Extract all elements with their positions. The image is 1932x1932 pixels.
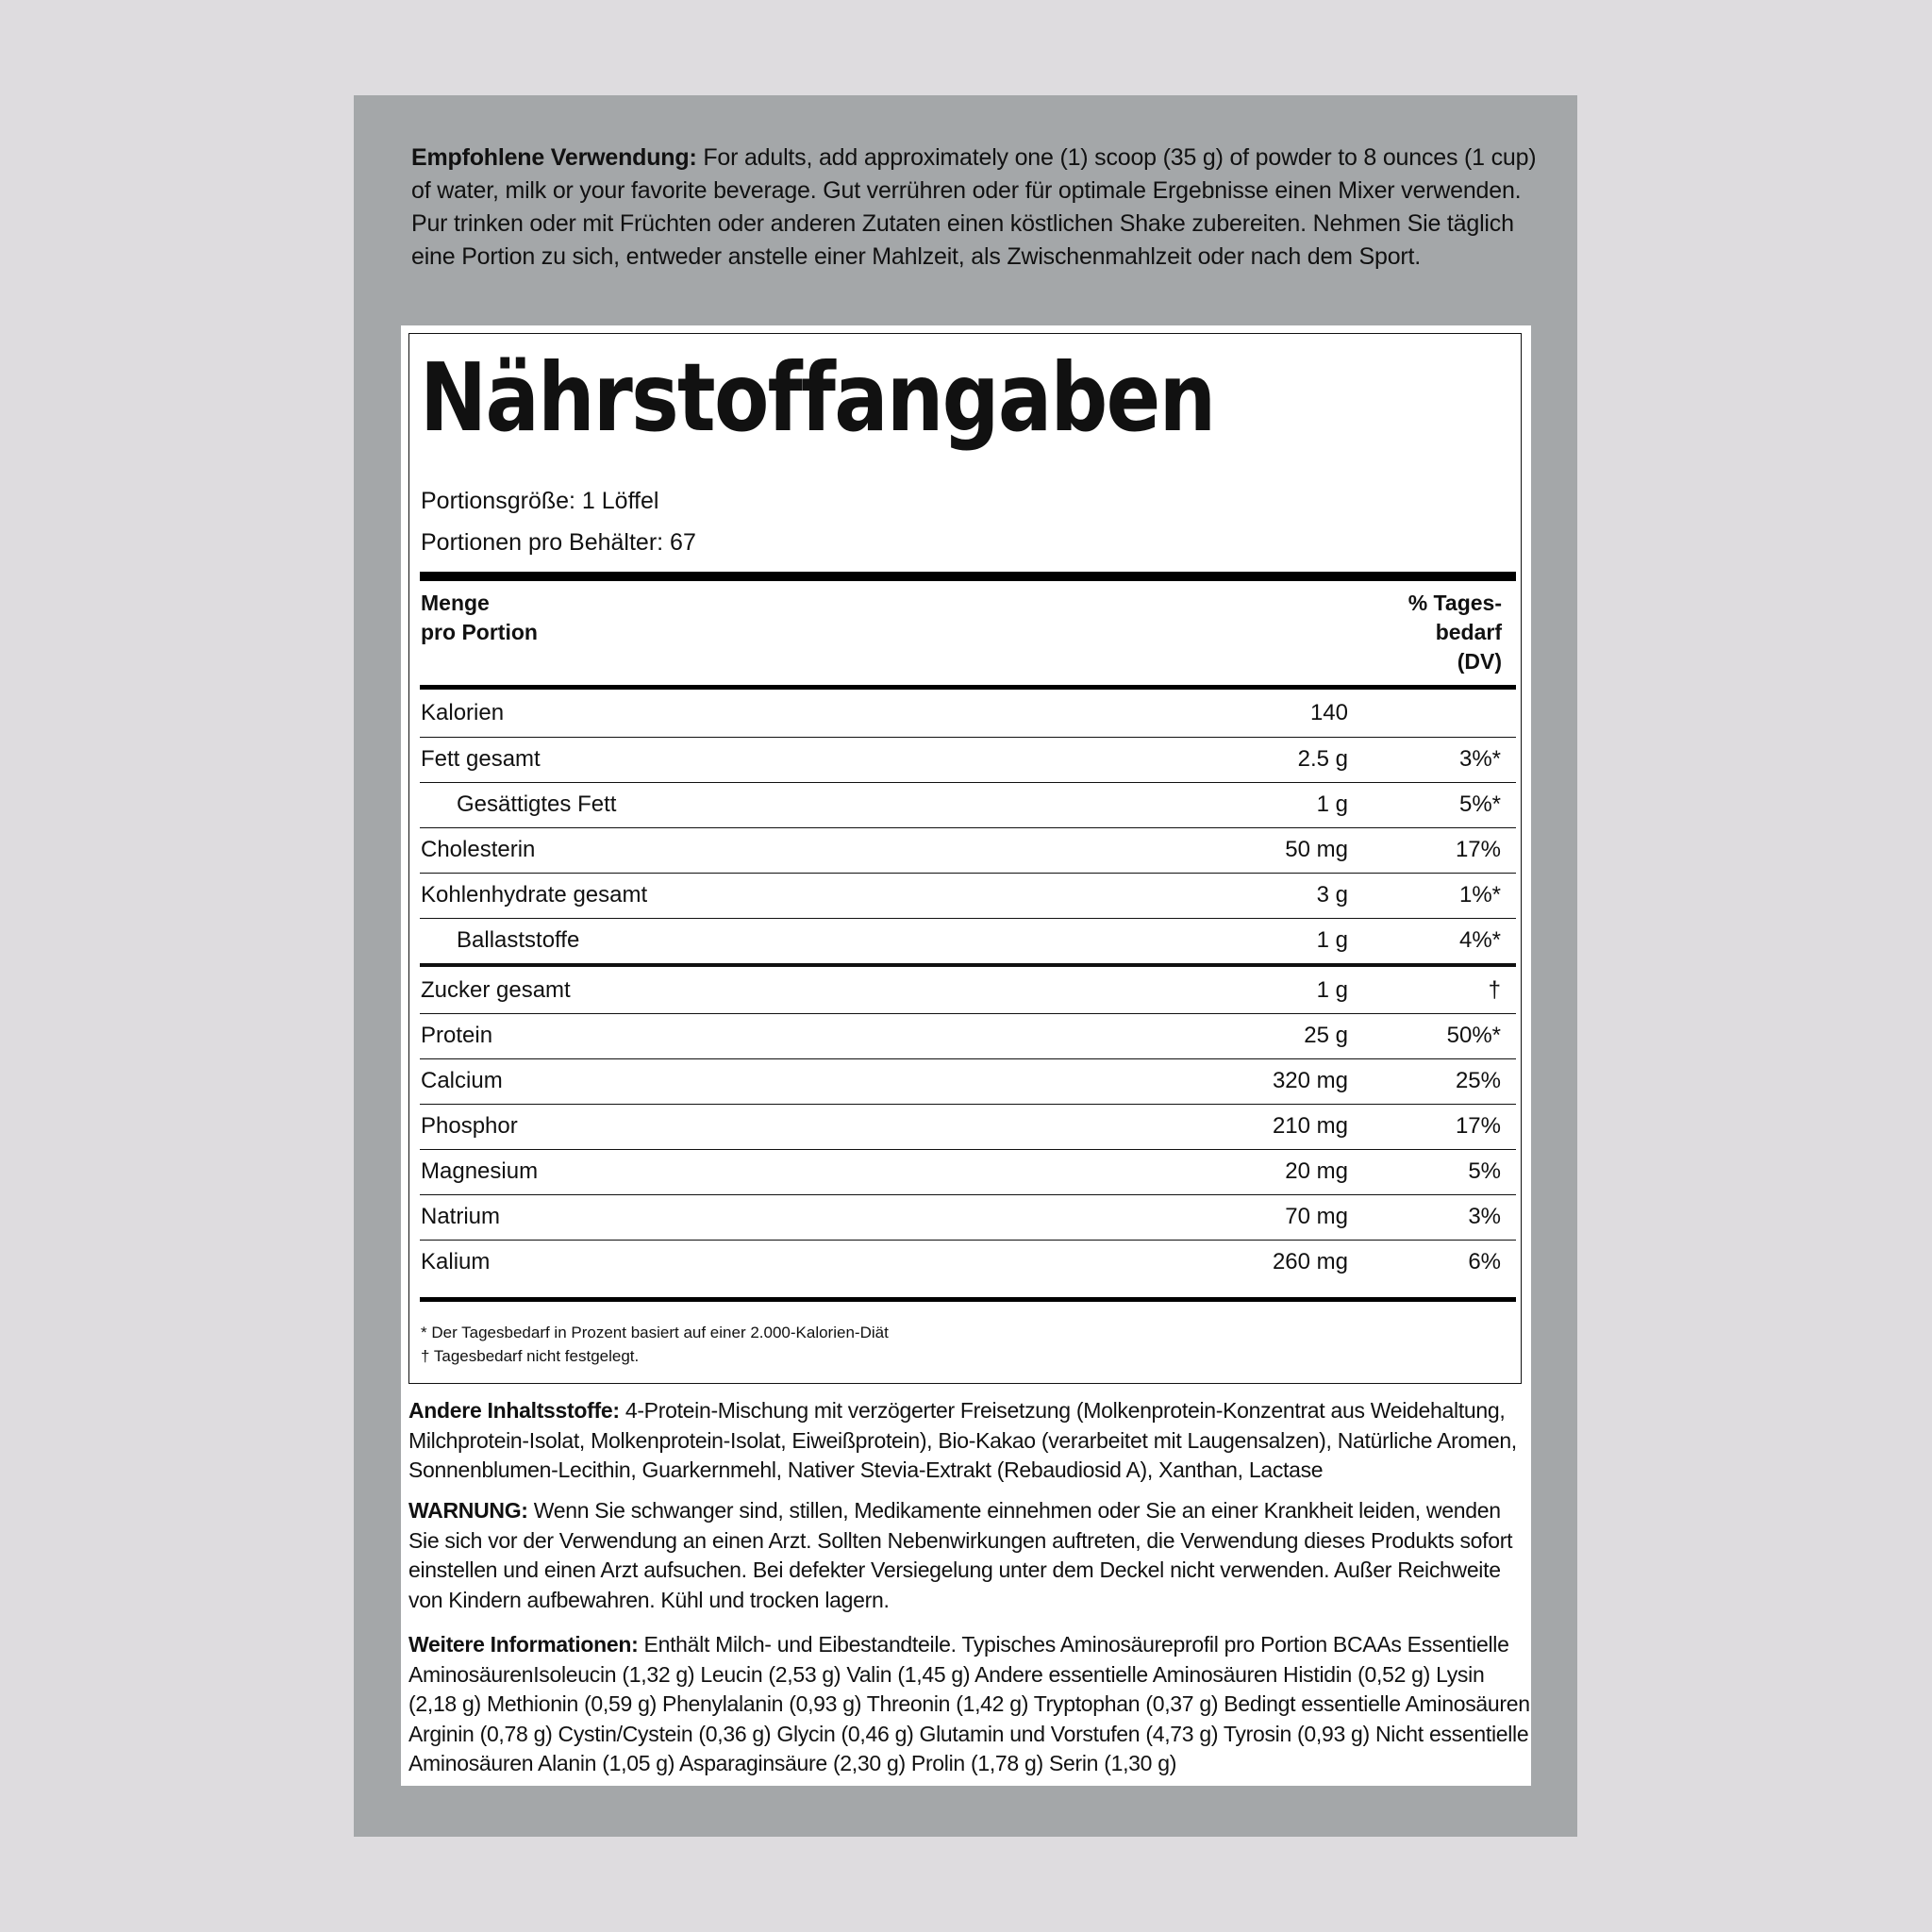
- label-card: [401, 325, 1531, 1786]
- more-information-text: Enthält Milch- und Eibestandteile. Typisches Aminosäureprofil pro Portion BCAAs Essentielle AminosäurenIsoleucin (1,32 g) Leucin (2,53 g) Valin (1,45 g) Andere essentielle Aminosäuren Histidin (0,52 g) Lysin (2,18 g) Methionin (0,59 g) Phenylalanin (0,93 g) Threonin (1,42 g) Tryptophan (0,37 g) Bedingt essentielle Aminosäuren Arginin (0,78 g) Cystin/Cystein (0,36 g) Glycin (0,46 g) Glutamin und Vorstufen (4,73 g) Tyrosin (0,93 g) Nicht essentielle Aminosäuren Alanin (1,05 g) Asparaginsäure (2,30 g) Prolin (1,78 g) Serin (1,30 g): [408, 1632, 1530, 1775]
- top-divider: [420, 572, 1516, 581]
- table-row: [420, 873, 1516, 918]
- footnote-dv: * Der Tagesbedarf in Prozent basiert auf einer 2.000-Kalorien-Diät: [421, 1324, 889, 1341]
- footnote-dagger: † Tagesbedarf nicht festgelegt.: [421, 1347, 640, 1365]
- nutrient-name: Magnesium: [421, 1158, 539, 1184]
- table-row: [420, 1058, 1516, 1104]
- facts-title: Nährstoffangaben: [420, 342, 1215, 453]
- nutrient-dv: 5%: [1468, 1158, 1501, 1184]
- nutrient-amount: 3 g: [1316, 882, 1348, 908]
- daily-value-header: [1408, 589, 1502, 676]
- warning-text: Wenn Sie schwanger sind, stillen, Medikamente einnehmen oder Sie an einer Krankheit leiden, wenden Sie sich vor der Verwendung an einen Arzt. Sollten Nebenwirkungen auftreten, die Verwendung dieses Produkts sofort einstellen und einen Arzt aufsuchen. Bei defekter Versiegelung unter dem Deckel nicht verwenden. Außer Reichweite von Kindern aufbewahren. Kühl und trocken lagern.: [408, 1498, 1513, 1612]
- usage-text: For adults, add approximately one (1) scoop (35 g) of powder to 8 ounces (1 cup) of water, milk or your favorite beverage. Gut verrühren oder für optimale Ergebnisse einen Mixer verwenden. Pur trinken oder mit Früchten oder anderen Zutaten einen köstlichen Shake zubereiten. Nehmen Sie täglich eine Portion zu sich, entweder anstelle einer Mahlzeit, als Zwischenmahlzeit oder nach dem Sport.: [411, 144, 1537, 270]
- footnotes: [421, 1321, 889, 1368]
- nutrient-amount: 70 mg: [1285, 1204, 1348, 1229]
- table-row: [420, 1104, 1516, 1149]
- nutrient-dv: 3%*: [1458, 746, 1501, 772]
- usage-section: [411, 142, 1543, 274]
- other-ingredients-text: 4-Protein-Mischung mit verzögerter Freisetzung (Molkenprotein-Konzentrat aus Weidehaltung, Milchprotein-Isolat, Molkenprotein-Isolat, Eiweißprotein), Bio-Kakao (verarbeitet mit Laugensalzen), Natürliche Aromen, Sonnenblumen-Lecithin, Guarkernmehl, Nativer Stevia-Extrakt (Rebaudiosid A), Xanthan, Lactase: [408, 1398, 1517, 1482]
- nutrient-name: Ballaststoffe: [457, 927, 580, 953]
- nutrient-amount: 1 g: [1316, 791, 1348, 817]
- nutrient-dv: 50%*: [1446, 1023, 1501, 1048]
- nutrient-amount: 25 g: [1304, 1023, 1348, 1048]
- nutrient-amount: 1 g: [1316, 977, 1348, 1003]
- nutrition-facts-box: [408, 333, 1522, 1384]
- warning-label: WARNUNG:: [408, 1498, 528, 1523]
- nutrient-amount: 50 mg: [1285, 837, 1348, 862]
- warning: [408, 1496, 1531, 1615]
- nutrient-dv: 3%: [1468, 1204, 1501, 1229]
- amount-header-line-2: pro Portion: [421, 620, 538, 644]
- dv-header-line-3: (DV): [1457, 649, 1502, 674]
- nutrient-dv: 5%*: [1458, 791, 1501, 817]
- nutrient-name: Kohlenhydrate gesamt: [421, 882, 648, 908]
- table-row: [420, 1194, 1516, 1240]
- amount-header-line-1: Menge: [421, 591, 490, 615]
- nutrient-name: Kalium: [421, 1249, 491, 1274]
- nutrient-table: [420, 691, 1516, 1285]
- nutrient-dv: 17%: [1455, 837, 1501, 862]
- nutrient-name: Cholesterin: [421, 837, 536, 862]
- nutrient-amount: 260 mg: [1272, 1249, 1348, 1274]
- nutrient-amount: 1 g: [1316, 927, 1348, 953]
- table-row: [420, 1240, 1516, 1285]
- more-information-label: Weitere Informationen:: [408, 1632, 639, 1657]
- nutrient-dv: 1%*: [1458, 882, 1501, 908]
- serving-size: Portionsgröße: 1 Löffel: [421, 488, 659, 514]
- nutrient-name: Natrium: [421, 1204, 501, 1229]
- table-row: [420, 918, 1516, 963]
- table-row: [420, 1013, 1516, 1058]
- nutrient-amount: 210 mg: [1272, 1113, 1348, 1139]
- nutrient-amount: 2.5 g: [1297, 746, 1348, 772]
- table-row: [420, 691, 1516, 737]
- nutrient-amount: 20 mg: [1285, 1158, 1348, 1184]
- nutrient-dv: 17%: [1455, 1113, 1501, 1139]
- header-divider: [420, 685, 1516, 690]
- table-row: [420, 827, 1516, 873]
- nutrient-name: Calcium: [421, 1068, 503, 1093]
- table-row: [420, 737, 1516, 782]
- amount-header: [421, 589, 538, 647]
- nutrient-name: Protein: [421, 1023, 493, 1048]
- bottom-divider: [420, 1297, 1516, 1302]
- other-ingredients: [408, 1396, 1531, 1486]
- table-row: [420, 782, 1516, 827]
- dv-header-line-1: % Tages-: [1407, 591, 1502, 615]
- nutrient-name: Zucker gesamt: [421, 977, 571, 1003]
- nutrient-dv: 25%: [1455, 1068, 1501, 1093]
- nutrient-name: Fett gesamt: [421, 746, 541, 772]
- nutrient-dv: 4%*: [1458, 927, 1501, 953]
- servings-per-container: Portionen pro Behälter: 67: [421, 529, 696, 556]
- table-row: [420, 963, 1516, 1013]
- nutrient-name: Phosphor: [421, 1113, 518, 1139]
- table-row: [420, 1149, 1516, 1194]
- nutrient-name: Gesättigtes Fett: [457, 791, 617, 817]
- other-ingredients-label: Andere Inhaltsstoffe:: [408, 1398, 620, 1423]
- more-information: [408, 1630, 1531, 1779]
- usage-label: Empfohlene Verwendung:: [411, 144, 697, 171]
- nutrient-dv: 6%: [1468, 1249, 1501, 1274]
- nutrient-amount: 320 mg: [1272, 1068, 1348, 1093]
- nutrient-amount: 140: [1309, 700, 1348, 725]
- nutrient-dv: †: [1488, 977, 1501, 1003]
- nutrient-name: Kalorien: [421, 700, 505, 725]
- dv-header-line-2: bedarf: [1435, 620, 1502, 644]
